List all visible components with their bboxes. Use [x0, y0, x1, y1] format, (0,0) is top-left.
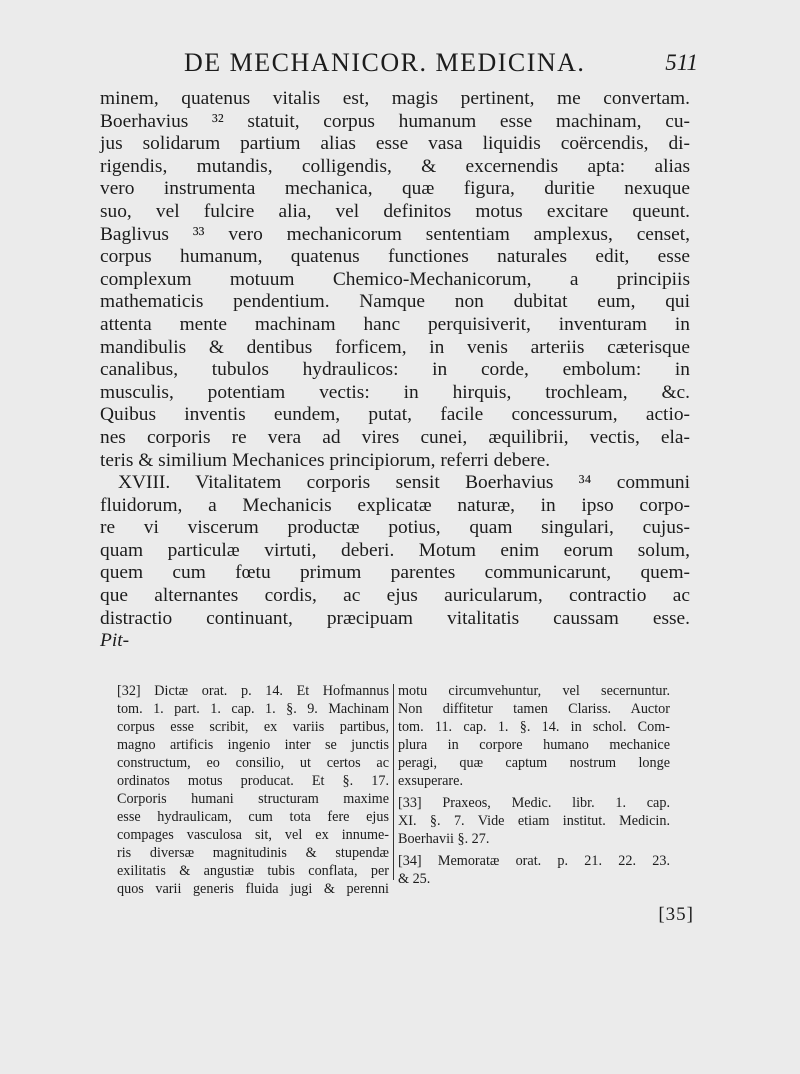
footnote-line: Corporis humani structuram maxime	[117, 791, 389, 807]
column-divider	[393, 684, 394, 880]
footnote-line: compages vasculosa sit, vel ex innume-	[117, 827, 389, 843]
text-line: canalibus, tubulos hydraulicos: in corde, embolum: in	[100, 359, 690, 381]
footnote-column-right	[398, 682, 670, 888]
footnote-line: [33] Praxeos, Medic. libr. 1. cap.	[398, 795, 670, 811]
footnote-line: tom. 11. cap. 1. §. 14. in schol. Com-	[398, 719, 670, 735]
footnote-line: exsuperare.	[398, 773, 463, 789]
footnote-line: plura in corpore humano mechanice	[398, 737, 670, 753]
text-line: attenta mente machinam hanc perquisiverit, inventuram in	[100, 313, 690, 335]
text-line: teris & similium Mechanices principiorum, referri debere.	[100, 449, 551, 471]
footnote-line: magno artificis ingenio inter se junctis	[117, 737, 389, 753]
footnotes	[117, 682, 685, 897]
text-line: complexum motuum Chemico-Mechanicorum, a principiis	[100, 268, 690, 290]
catchword: Pit-	[100, 630, 130, 652]
footnote-line: ris diversæ magnitudinis & stupendæ	[117, 845, 389, 861]
footnote-line: exilitatis & angustiæ tubis conflata, per	[117, 863, 389, 879]
footnote-line: constructum, eo consilio, ut certos ac	[117, 755, 389, 771]
text-line: musculis, potentiam vectis: in hirquis, trochleam, &c.	[100, 381, 690, 403]
footnote-line: & 25.	[398, 871, 431, 887]
page-header	[98, 48, 698, 78]
text-line: corpus humanum, quatenus functiones naturales edit, esse	[100, 246, 690, 268]
footnote-line: peragi, quæ captum nostrum longe	[398, 755, 670, 771]
text-line: vero instrumenta mechanica, quæ figura, duritie nexuque	[100, 178, 690, 200]
footnote-line: corpus esse scribit, ex variis partibus,	[117, 719, 389, 735]
text-line: jus solidarum partium alias esse vasa liquidis coërcendis, di-	[100, 133, 690, 155]
text-line: rigendis, mutandis, colligendis, & excernendis apta: alias	[100, 155, 690, 177]
text-line: re vi viscerum productæ potius, quam singulari, cujus-	[100, 517, 690, 539]
footnote-line: [32] Dictæ orat. p. 14. Et Hofmannus	[117, 683, 389, 699]
text-line: suo, vel fulcire alia, vel definitos motus excitare queunt.	[100, 200, 690, 222]
footnote-line: ordinatos motus producat. Et §. 17.	[117, 773, 389, 789]
text-line: Baglivus ³³ vero mechanicorum sententiam amplexus, censet,	[100, 223, 690, 245]
text-line: Boerhavius ³² statuit, corpus humanum esse machinam, cu-	[100, 110, 690, 132]
text-line: quem cum fœtu primum parentes communicarunt, quem-	[100, 562, 690, 584]
footnote-line: motu circumvehuntur, vel secernuntur.	[398, 683, 670, 699]
running-title: DE MECHANICOR. MEDICINA.	[184, 48, 586, 77]
text-line: mandibulis & dentibus forficem, in venis arteriis cæterisque	[100, 336, 690, 358]
text-line: Quibus inventis eundem, putat, facile concessurum, actio-	[100, 404, 690, 426]
footnote-line: Boerhavii §. 27.	[398, 831, 490, 847]
text-line: fluidorum, a Mechanicis explicatæ naturæ, in ipso corpo-	[100, 494, 690, 516]
footnote-line: [34] Memoratæ orat. p. 21. 22. 23.	[398, 853, 670, 869]
text-line: quam particulæ virtuti, deberi. Motum enim eorum solum,	[100, 539, 690, 561]
text-line: mathematicis pendentium. Namque non dubitat eum, qui	[100, 291, 690, 313]
footnote-line: quos varii generis fluida jugi & perenni	[117, 881, 389, 897]
footnote-line: esse hydraulicam, cum tota fere ejus	[117, 809, 389, 825]
page-number: 511	[665, 50, 698, 75]
text-line: distractio continuant, præcipuam vitalitatis caussam esse.	[100, 607, 690, 629]
text-line: nes corporis re vera ad vires cunei, æquilibrii, vectis, ela-	[100, 426, 690, 448]
footnote-line: XI. §. 7. Vide etiam institut. Medicin.	[398, 813, 670, 829]
text-line: que alternantes cordis, ac ejus auricularum, contractio ac	[100, 585, 690, 607]
text-line: XVIII. Vitalitatem corporis sensit Boerhavius ³⁴ communi	[118, 472, 690, 494]
footnote-line: Non diffitetur tamen Clariss. Auctor	[398, 701, 670, 717]
signature-mark: [35]	[658, 904, 694, 925]
text-line: minem, quatenus vitalis est, magis pertinent, me convertam.	[100, 88, 690, 109]
main-text	[100, 88, 690, 653]
footnote-column-left	[117, 682, 389, 898]
footnote-line: tom. 1. part. 1. cap. 1. §. 9. Machinam	[117, 701, 389, 717]
